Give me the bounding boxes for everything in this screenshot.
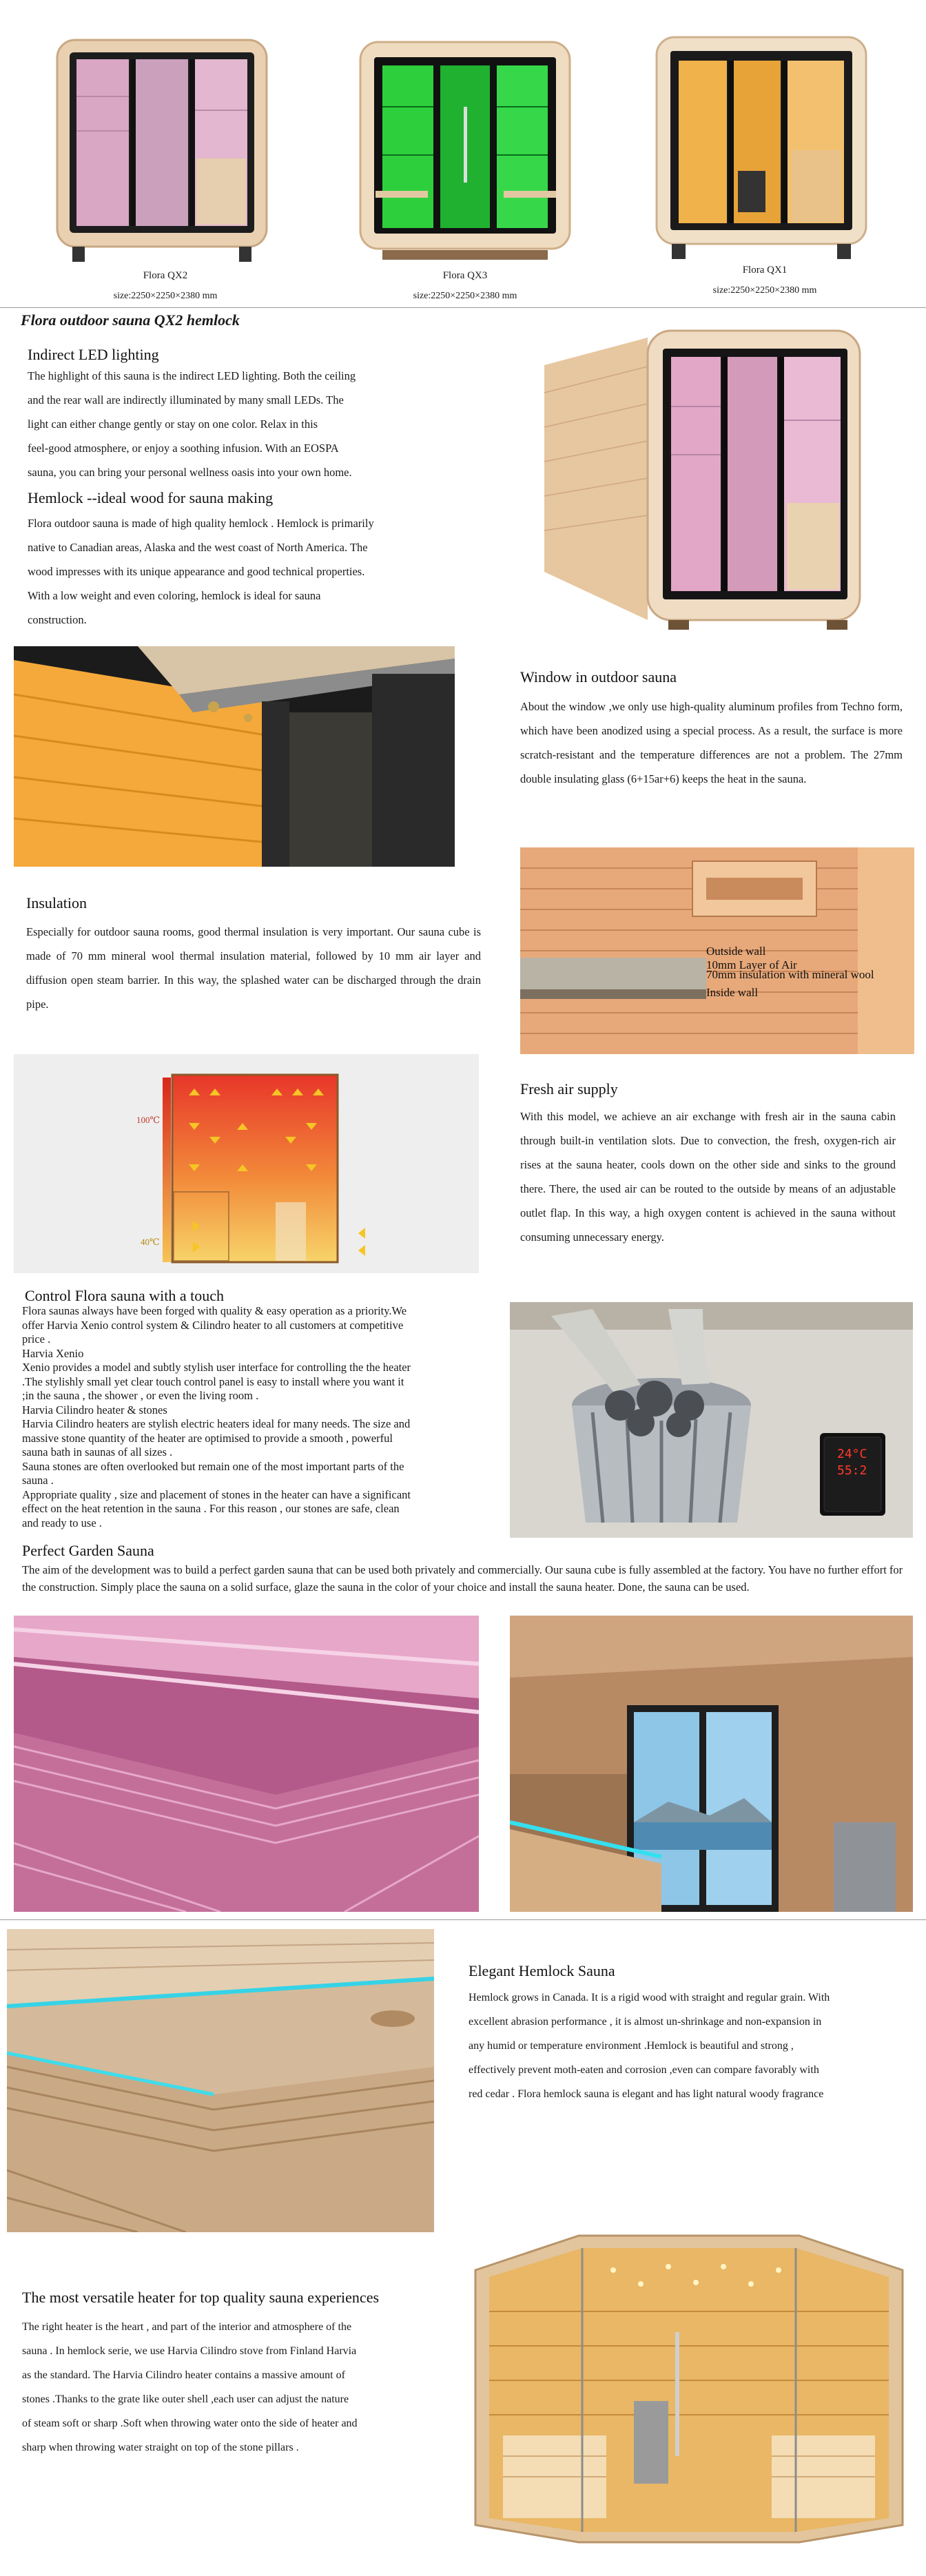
airflow-diagram [14,1054,479,1273]
heater-stones-photo [510,1302,913,1538]
insulation-label-outside-wall: Outside wall [706,945,766,958]
control-heading: Control Flora sauna with a touch [25,1287,225,1304]
heater-heading: The most versatile heater for top quality sauna experiences [22,2289,380,2306]
fresh-air-text: With this model, we achieve an air exchange with fresh air in the sauna cabin through built-in ventilation slots. Due to convection, the fresh, oxygen-rich air rises at the sauna heater, cools down on the other side and sinks to the ground there. There, the used air can be routed to the outside by means of an adjustable outlet flap. In this way, a high oxygen content is achieved in the sauna without consuming unnecessary energy. [520,1110,896,1244]
garden-text: The aim of the development was to build a perfect garden sauna that can be used both privately and commercially. Our sauna cube is fully assembled at the factory. You have no further effort for the construction. Simply place the sauna on a solid surface, glaze the sauna in the color of your choice and install the sauna heater. Done, the sauna can be used. [22,1563,903,1594]
divider [0,1919,926,1920]
led-heading: Indirect LED lighting [28,346,159,363]
fresh-air-heading: Fresh air supply [520,1080,618,1098]
insulation-label-air-layer: 10mm Layer of Air [706,958,797,971]
product-image-qx2 [52,34,272,269]
panel-temp-readout: 24°C [837,1447,867,1461]
pink-led-interior-photo [14,1616,479,1912]
divider [0,307,926,308]
sauna-qx2-photo [537,324,868,634]
product-size: size:2250×2250×2380 mm [712,285,817,296]
insulation-label-mineral-wool: 70mm insulation with mineral wool [706,968,874,981]
hemlock-bench-photo [7,1929,434,2232]
corner-sauna-photo [462,2229,916,2546]
elegant-heading: Elegant Hemlock Sauna [469,1962,615,1979]
product-image-qx1 [651,33,872,264]
hemlock-heading: Hemlock --ideal wood for sauna making [28,489,274,506]
product-image-qx3 [355,38,575,265]
product-name: Flora QX1 [742,265,788,276]
panel-time-readout: 55:2 [837,1463,867,1478]
window-heading: Window in outdoor sauna [520,668,677,686]
page-title: Flora outdoor sauna QX2 hemlock [21,311,240,329]
insulation-label-inside-wall: Inside wall [706,986,759,999]
heater-text: The right heater is the heart , and part of the interior and atmosphere of the sauna . In hemlock serie, we use Harvia Cilindro stove from Finland Harvia as the standard. The Harvia Cilindro heater contains a massive amount of stones .Thanks to the grate like outer shell ,each user can adjust the nature of steam soft or sharp .Soft when throwing water onto the side of heater and sharp when throwing water straight on top of the stone pillars . [22,2321,358,2453]
control-text: Flora saunas always have been forged with quality & easy operation as a priority.We offer Harvia Xenio control system & Cilindro heater to all customers at competitive price . Harvia Xenio Xenio provides a model and subtly stylish user interface for controlling the the heater .The stylishly small yet clear touch control panel is easy to install where you want it ;in the sauna , the shower , or even the living room . Harvia Cilindro heater & stones Harvia Cilindro heaters are stylish electric heaters ideal for many needs. The size and massive stone quantity of the heater are optimised to provide a smooth , powerful sauna bath in saunas of all sizes . Sauna stones are often overlooked but remain one of the most important parts of the sauna . Appropriate quality , size and placement of stones in the heater can have a significant effect on the heat retention in the sauna . For this reason , our stones are safe, clean and ready to use . [22,1304,411,1529]
elegant-text: Hemlock grows in Canada. It is a rigid wood with straight and regular grain. With excellent abrasion performance , it is almost un-shrinkage and non-expansion in any humid or temperature environment .Hemlock is beautiful and strong , effectively prevent moth-eaten and corrosion ,even can compare favorably with red cedar . Flora hemlock sauna is elegant and has light natural woody fragrance [469,1992,830,2100]
garden-heading: Perfect Garden Sauna [22,1542,154,1559]
window-text: About the window ,we only use high-quality aluminum profiles from Techno form, which have been anodized using a special process. As a result, the surface is more scratch-resistant and the temperature differences are not a problem. The 27mm double insulating glass (6+15ar+6) keeps the heat in the sauna. [520,700,903,785]
led-text: The highlight of this sauna is the indirect LED lighting. Both the ceiling and the rear wall are indirectly illuminated by many small LEDs. The light can either change gently or stay on one color. Relax in this feel-good atmosphere, or enjoy a soothing infusion. With an EOSPA sauna, you can bring your personal wellness oasis into your own home. [28,369,356,479]
airflow-temp-low: 40℃ [141,1237,160,1247]
window-profile-photo [14,646,455,867]
insulation-heading: Insulation [26,894,87,911]
product-size: size:2250×2250×2380 mm [113,291,218,301]
insulation-text: Especially for outdoor sauna rooms, good thermal insulation is very important. Our sauna cube is made of 70 mm mineral wool thermal insulation material, followed by 10 mm air layer and diffusion open steam barrier. In this way, the splashed water can be discharged through the drain pipe. [26,925,481,1011]
product-name: Flora QX2 [143,270,188,281]
airflow-temp-high: 100℃ [136,1115,161,1125]
product-name: Flora QX3 [442,270,488,281]
lake-view-interior-photo [510,1616,913,1912]
hemlock-text: Flora outdoor sauna is made of high quality hemlock . Hemlock is primarily native to Canadian areas, Alaska and the west coast of North America. The wood impresses with its unique appearance and good technical properties. With a low weight and even coloring, hemlock is ideal for sauna construction. [28,517,374,626]
product-size: size:2250×2250×2380 mm [413,291,517,301]
